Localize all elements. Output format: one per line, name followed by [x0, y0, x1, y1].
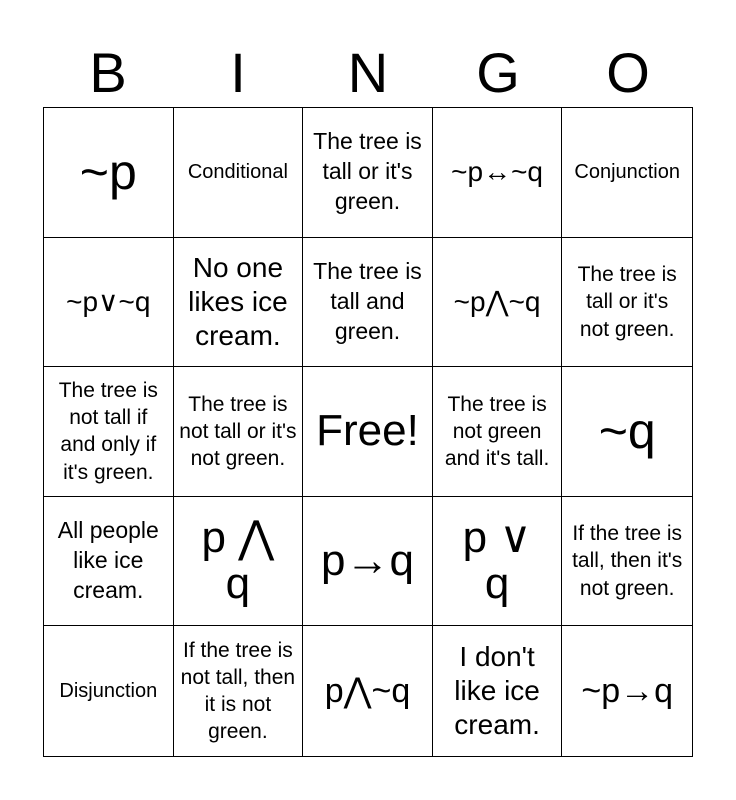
bingo-cell[interactable]: [303, 497, 433, 627]
cell-text: Conditional: [187, 161, 288, 184]
bingo-cell[interactable]: [562, 367, 692, 497]
cell-text: If the tree is not tall, then it is not green.: [180, 638, 296, 744]
bingo-cell[interactable]: [174, 626, 304, 756]
cell-text: The tree is not tall if and only if it's green.: [58, 378, 158, 484]
cell-text: p ∨ q: [462, 512, 532, 609]
cell-text: The tree is tall or it's not green.: [577, 262, 677, 341]
bingo-cell[interactable]: [174, 238, 304, 368]
header-letter-b: B: [89, 41, 127, 104]
bingo-cell[interactable]: [562, 238, 692, 368]
header-letter-i: I: [230, 41, 246, 104]
cell-text: Conjunction: [574, 161, 680, 184]
bingo-cell[interactable]: [44, 626, 174, 756]
cell-text: The tree is tall or it's green.: [313, 128, 422, 215]
cell-text: ~p: [79, 143, 137, 200]
cell-text: ~p⋀~q: [453, 285, 541, 317]
bingo-cell[interactable]: [174, 497, 304, 627]
bingo-cell[interactable]: [174, 108, 304, 238]
bingo-cell[interactable]: [433, 626, 563, 756]
bingo-cell[interactable]: [44, 108, 174, 238]
cell-text: ~p∨~q: [66, 285, 151, 317]
bingo-cell[interactable]: [562, 626, 692, 756]
cell-text: ~q: [598, 402, 656, 459]
header-letter-g: G: [476, 41, 520, 104]
bingo-cell[interactable]: [562, 108, 692, 238]
cell-text: p→q: [321, 536, 414, 585]
header-letter-o: O: [606, 41, 650, 104]
cell-text: The tree is not tall or it's not green.: [179, 392, 297, 471]
bingo-cell[interactable]: [433, 367, 563, 497]
bingo-cell[interactable]: [433, 497, 563, 627]
cell-text: The tree is not green and it's tall.: [444, 392, 550, 471]
bingo-cell[interactable]: [303, 626, 433, 756]
header-letter-n: N: [347, 41, 389, 104]
bingo-cell[interactable]: [44, 367, 174, 497]
cell-text: If the tree is tall, then it's not green.: [572, 522, 683, 600]
cell-text: No one likes ice cream.: [188, 251, 288, 351]
cell-text: ~p→q: [581, 671, 674, 710]
cell-text: All people like ice cream.: [57, 517, 159, 604]
bingo-cell[interactable]: [303, 108, 433, 238]
bingo-header: [43, 40, 693, 106]
free-space-cell[interactable]: [303, 367, 433, 497]
bingo-cell[interactable]: [303, 238, 433, 368]
bingo-cell[interactable]: [44, 238, 174, 368]
cell-text: I don't like ice cream.: [454, 640, 540, 741]
bingo-board: [43, 107, 693, 757]
cell-text: p ⋀ q: [201, 512, 275, 609]
cell-text: Disjunction: [59, 680, 158, 703]
cell-text: ~p↔~q: [451, 156, 544, 188]
cell-text: Free!: [316, 406, 419, 456]
bingo-cell[interactable]: [44, 497, 174, 627]
cell-text: The tree is tall and green.: [313, 258, 422, 344]
cell-text: p⋀~q: [324, 671, 411, 710]
bingo-cell[interactable]: [433, 238, 563, 368]
bingo-cell[interactable]: [174, 367, 304, 497]
bingo-cell[interactable]: [433, 108, 563, 238]
bingo-cell[interactable]: [562, 497, 692, 627]
